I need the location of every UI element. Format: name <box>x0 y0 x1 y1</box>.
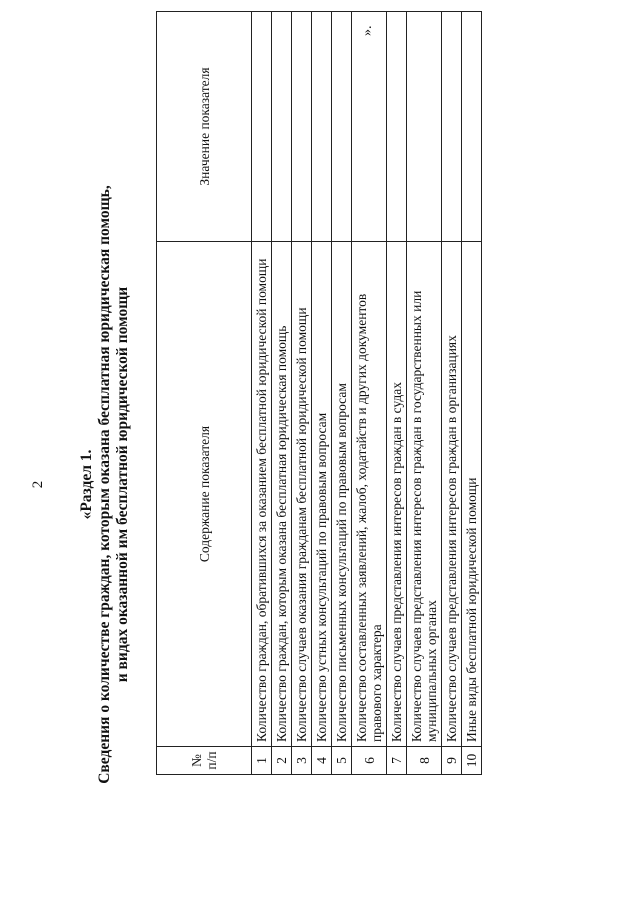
row-num: 7 <box>387 747 407 775</box>
row-content: Количество случаев представления интересов граждан в судах <box>387 242 407 747</box>
header-value: Значение показателя <box>157 12 252 242</box>
row-value <box>462 12 482 242</box>
table-row <box>352 12 387 775</box>
row-content: Количество граждан, обратившихся за оказанием бесплатной юридической помощи <box>252 242 272 747</box>
table-row <box>462 12 482 775</box>
row-content: Количество граждан, которым оказана бесплатная юридическая помощь <box>272 242 292 747</box>
row-num: 6 <box>352 747 387 775</box>
row-num: 8 <box>407 747 442 775</box>
row-value <box>442 12 462 242</box>
table-row <box>407 12 442 775</box>
row-value <box>252 12 272 242</box>
title-line-2: и видах оказанной им бесплатной юридической помощи <box>114 286 131 683</box>
row-value <box>352 12 387 242</box>
row-content: Количество случаев представления интересов граждан в государственных или муниципальных органах <box>407 242 442 747</box>
row-value <box>387 12 407 242</box>
header-num: № п/п <box>157 747 252 775</box>
table-row <box>272 12 292 775</box>
closing-quote-mark: ». <box>360 25 375 36</box>
row-content: Количество составленных заявлений, жалоб, ходатайств и других документов правового характера <box>352 242 387 747</box>
row-value <box>272 12 292 242</box>
row-content: Количество случаев оказания гражданам бесплатной юридической помощи <box>292 242 312 747</box>
table-row <box>252 12 272 775</box>
row-content: Количество письменных консультаций по правовым вопросам <box>332 242 352 747</box>
row-num: 10 <box>462 747 482 775</box>
table-row <box>312 12 332 775</box>
table-header-row <box>157 12 252 775</box>
row-num: 2 <box>272 747 292 775</box>
row-value <box>292 12 312 242</box>
title-line-1: Сведения о количестве граждан, которым оказана бесплатная юридическая помощь, <box>96 185 113 784</box>
rotated-document-content <box>20 10 620 872</box>
indicators-table <box>156 11 482 775</box>
table-row <box>442 12 462 775</box>
row-num: 1 <box>252 747 272 775</box>
section-title-block <box>78 97 132 872</box>
row-value <box>407 12 442 242</box>
header-content: Содержание показателя <box>157 242 252 747</box>
row-num: 3 <box>292 747 312 775</box>
page-number: 2 <box>30 480 46 489</box>
row-value <box>332 12 352 242</box>
row-num: 9 <box>442 747 462 775</box>
table-row <box>332 12 352 775</box>
row-num: 5 <box>332 747 352 775</box>
section-title: «Раздел 1. <box>78 449 95 520</box>
table-row <box>292 12 312 775</box>
row-value <box>312 12 332 242</box>
row-content: Количество устных консультаций по правовым вопросам <box>312 242 332 747</box>
table-row <box>387 12 407 775</box>
row-content: Количество случаев представления интересов граждан в организациях <box>442 242 462 747</box>
row-content: Иные виды бесплатной юридической помощи <box>462 242 482 747</box>
row-num: 4 <box>312 747 332 775</box>
